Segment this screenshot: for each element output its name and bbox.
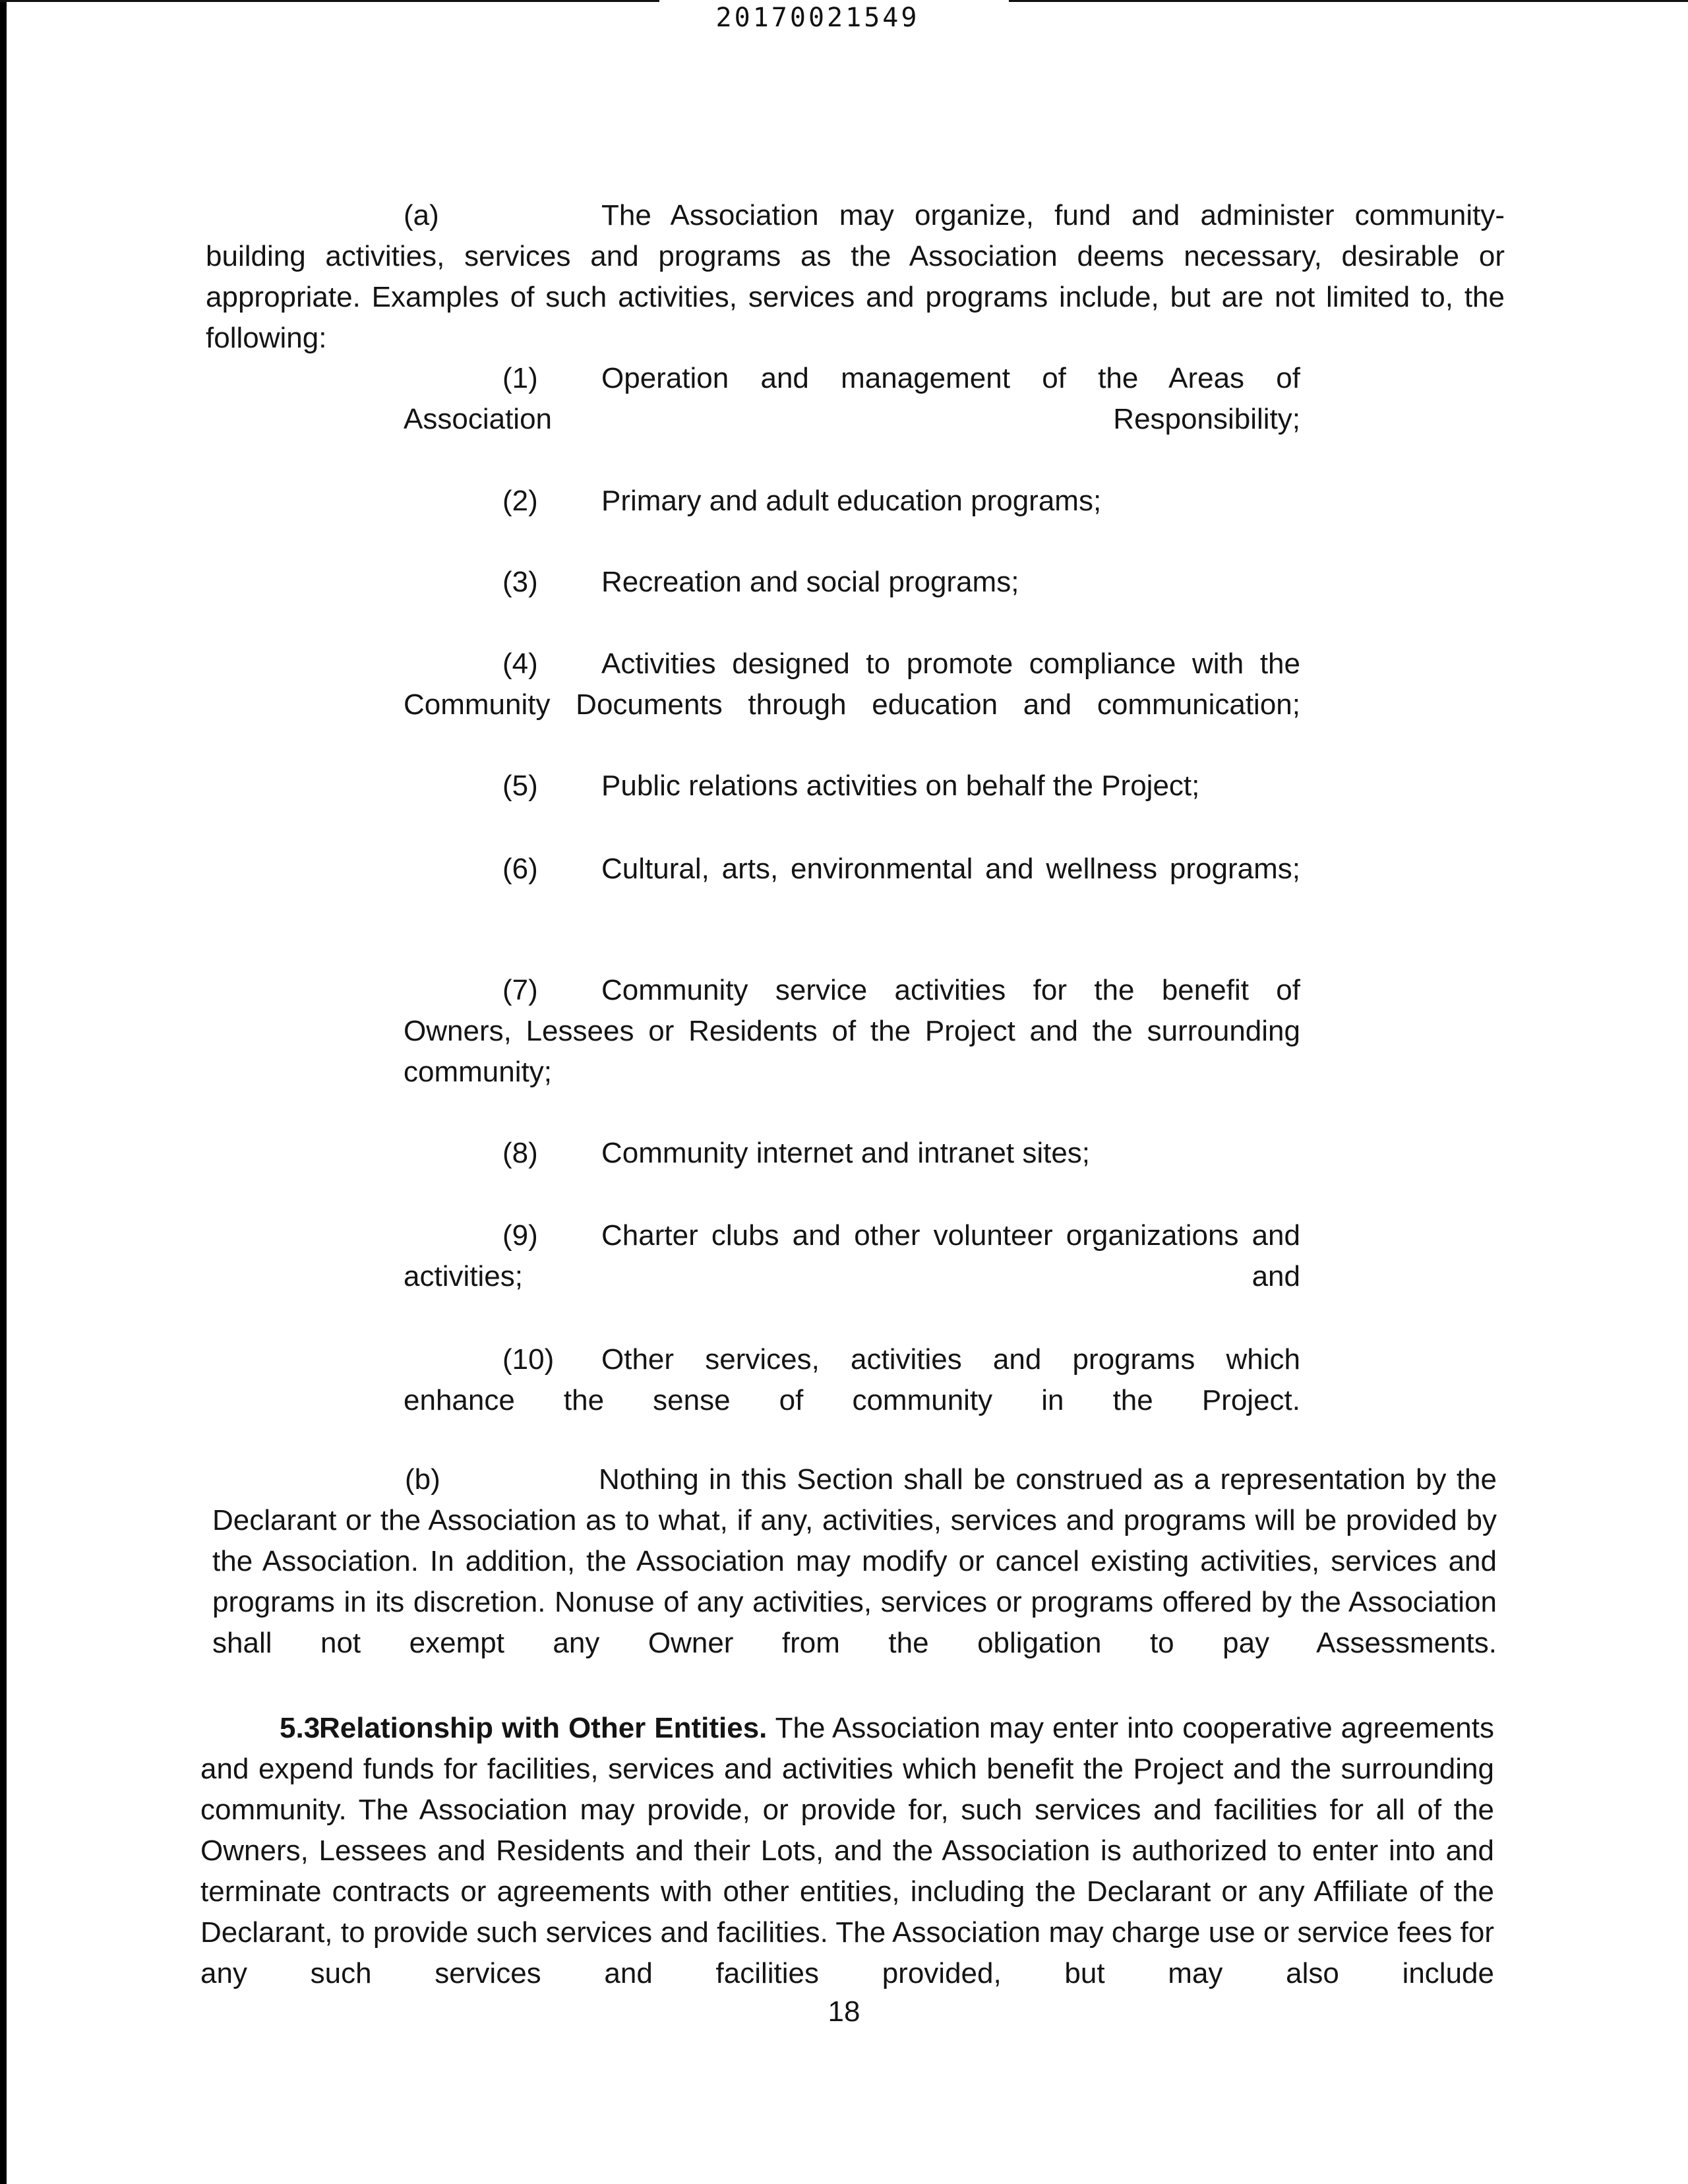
list-item-text: Public relations activities on behalf the Project; xyxy=(601,770,1200,802)
list-item xyxy=(404,1133,1300,1174)
paragraph-b xyxy=(212,1459,1497,1705)
list-item xyxy=(404,1215,1300,1338)
paragraph-b-label: (b) xyxy=(405,1463,440,1496)
document-number: 20170021549 xyxy=(715,3,920,33)
paragraph-b-text: Nothing in this Section shall be construed as a representation by the Declarant or the Association as to what, if any, activities, services and programs will be provided by the Association. In addition, the Association may modify or cancel existing activities, services and programs in its discretion. Nonuse of any activities, services or programs offered by the Association shall not exempt any Owner from the obligation to pay Assessments. xyxy=(212,1463,1497,1659)
list-item-label: (1) xyxy=(502,362,538,394)
list-item-label: (4) xyxy=(502,648,538,680)
list-item xyxy=(404,644,1300,766)
section-text: The Association may enter into cooperative agreements and expend funds for facilities, services and activities which benefit the Project and the surrounding community. The Association may provide, or provide for, such services and facilities for all of the Owners, Lessees and Residents and their Lots, and the Association is authorized to enter into and terminate contracts or agreements with other entities, including the Declarant or any Affiliate of the Declarant, to provide such services and facilities. The Association may charge use or service fees for any such services and facilities provided, but may also include xyxy=(200,1712,1494,1989)
paragraph-a-label: (a) xyxy=(404,199,439,231)
section-number: 5.3 xyxy=(280,1712,320,1744)
list-item-text: Activities designed to promote compliance with the Community Documents through education and communication; xyxy=(404,648,1300,721)
list-item xyxy=(404,562,1300,603)
list-item xyxy=(404,849,1300,930)
list-item-text: Cultural, arts, environmental and wellness programs; xyxy=(601,853,1300,885)
list-item xyxy=(404,1339,1300,1462)
list-item-label: (9) xyxy=(502,1219,538,1252)
header-rule-left xyxy=(0,0,659,2)
list-item xyxy=(404,481,1300,522)
scan-left-edge xyxy=(0,0,7,2184)
paragraph-a-text: The Association may organize, fund and administer community-building activities, services and programs as the Association deems necessary, desirable or appropriate. Examples of such activities, services and programs include, but are not limited to, the following: xyxy=(206,199,1505,354)
page-number: 18 xyxy=(828,1995,860,2028)
list-item-text: Community service activities for the benefit of Owners, Lessees or Residents of the Project and the surrounding community; xyxy=(404,974,1300,1088)
list-item-text: Community internet and intranet sites; xyxy=(601,1137,1091,1169)
list-item xyxy=(404,766,1300,806)
list-item-label: (10) xyxy=(502,1343,555,1376)
list-item-label: (5) xyxy=(502,770,538,802)
list-item-label: (7) xyxy=(502,974,538,1006)
list-item-text: Operation and management of the Areas of Association Responsibility; xyxy=(404,362,1300,435)
list-item-label: (6) xyxy=(502,853,538,885)
list-item xyxy=(404,970,1300,1134)
list-item-label: (3) xyxy=(502,566,538,598)
section-heading: Relationship with Other Entities. xyxy=(319,1712,768,1744)
list-item-label: (2) xyxy=(502,485,538,517)
list-item-text: Recreation and social programs; xyxy=(601,566,1019,598)
list-item-text: Other services, activities and programs which enhance the sense of community in the Project. xyxy=(404,1343,1300,1416)
list-item-text: Primary and adult education programs; xyxy=(601,485,1102,517)
section-number-indent xyxy=(200,1708,319,1749)
section-5-3 xyxy=(200,1708,1494,2035)
list-item-text: Charter clubs and other volunteer organizations and activities; and xyxy=(404,1219,1300,1292)
list-item-label: (8) xyxy=(502,1137,538,1169)
list-item xyxy=(404,358,1300,481)
header-rule-right xyxy=(1009,0,1688,2)
